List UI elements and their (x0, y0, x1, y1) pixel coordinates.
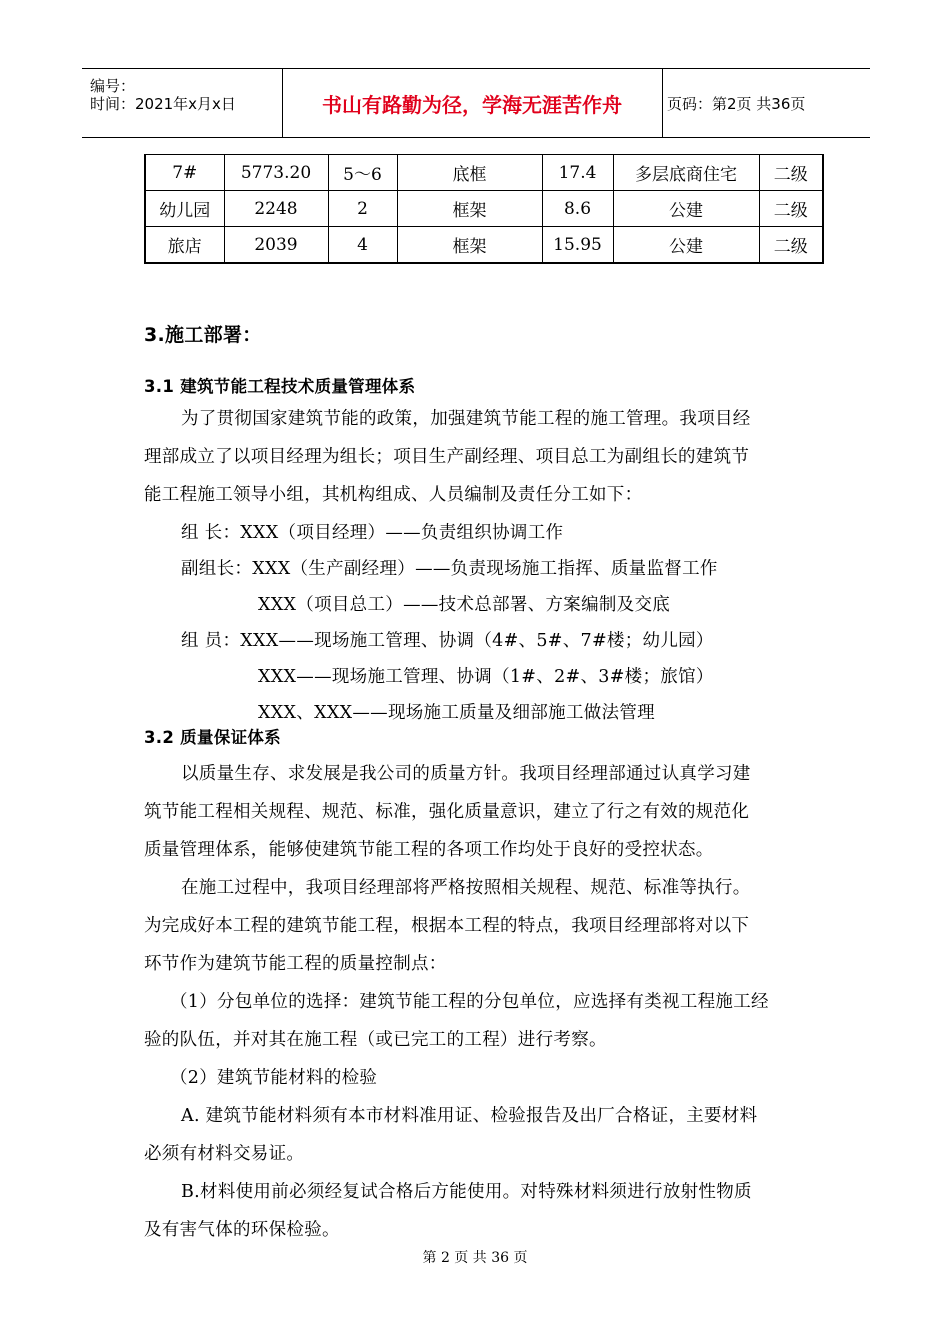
paragraph-line: 为了贯彻国家建筑节能的政策，加强建筑节能工程的施工管理。我项目经 (181, 409, 751, 429)
table-cell: 15.95 (542, 227, 613, 264)
paragraph-line: （1）分包单位的选择：建筑节能工程的分包单位，应选择有类视工程施工经 (170, 992, 769, 1012)
document-number: 编号： (90, 77, 136, 95)
paragraph-line: 为完成好本工程的建筑节能工程，根据本工程的特点，我项目经理部将对以下 (144, 916, 750, 936)
subsection-heading: 3.1 建筑节能工程技术质量管理体系 (144, 377, 416, 396)
header-page-info: 页码：第2页 共36页 (667, 94, 806, 113)
page-footer: 第 2 页 共 36 页 (422, 1250, 528, 1266)
table-cell: 旅店 (145, 227, 224, 264)
table-row (145, 191, 823, 227)
table-cell: 框架 (397, 227, 542, 264)
paragraph-line: 理部成立了以项目经理为组长；项目生产副经理、项目总工为副组长的建筑节 (144, 447, 750, 467)
page-header (82, 68, 870, 138)
document-date: 时间：2021年x月x日 (90, 95, 236, 113)
paragraph-line: B.材料使用前必须经复试合格后方能使用。对特殊材料须进行放射性物质 (181, 1182, 752, 1202)
org-line: 组 员：XXX——现场施工管理、协调（4#、5#、7#楼；幼儿园） (181, 631, 714, 651)
table-cell: 幼儿园 (145, 191, 224, 227)
table-cell: 7# (145, 155, 224, 191)
table-cell: 2039 (224, 227, 328, 264)
org-line: XXX（项目总工）——技术总部署、方案编制及交底 (258, 595, 671, 615)
table-cell: 17.4 (542, 155, 613, 191)
table-cell: 公建 (613, 191, 759, 227)
table-cell: 二级 (759, 191, 823, 227)
table-cell: 底框 (397, 155, 542, 191)
header-motto: 书山有路勤为径，学海无涯苦作舟 (282, 69, 663, 137)
org-line: 副组长：XXX（生产副经理）——负责现场施工指挥、质量监督工作 (181, 559, 718, 579)
table-cell: 框架 (397, 191, 542, 227)
paragraph-line: 以质量生存、求发展是我公司的质量方针。我项目经理部通过认真学习建 (181, 764, 751, 784)
table-cell: 二级 (759, 155, 823, 191)
table-cell: 5773.20 (224, 155, 328, 191)
table-row (145, 227, 823, 264)
paragraph-line: 在施工过程中，我项目经理部将严格按照相关规程、规范、标准等执行。 (181, 878, 751, 898)
paragraph-line: 质量管理体系，能够使建筑节能工程的各项工作均处于良好的受控状态。 (144, 840, 714, 860)
table-cell: 5～6 (328, 155, 397, 191)
table-cell: 4 (328, 227, 397, 264)
org-line: XXX——现场施工管理、协调（1#、2#、3#楼；旅馆） (258, 667, 714, 687)
paragraph-line: A. 建筑节能材料须有本市材料准用证、检验报告及出厂合格证，主要材料 (181, 1106, 758, 1126)
table-cell: 2 (328, 191, 397, 227)
paragraph-line: 及有害气体的环保检验。 (144, 1220, 340, 1240)
table-cell: 二级 (759, 227, 823, 264)
paragraph-line: 环节作为建筑节能工程的质量控制点： (144, 954, 447, 974)
paragraph-line: 筑节能工程相关规程、规范、标准，强化质量意识，建立了行之有效的规范化 (144, 802, 750, 822)
paragraph-line: （2）建筑节能材料的检验 (170, 1068, 378, 1088)
table-cell: 公建 (613, 227, 759, 264)
table-row (145, 155, 823, 191)
building-table (144, 154, 824, 264)
table-cell: 多层底商住宅 (613, 155, 759, 191)
subsection-heading: 3.2 质量保证体系 (144, 728, 281, 747)
paragraph-line: 验的队伍，并对其在施工程（或已完工的工程）进行考察。 (144, 1030, 607, 1050)
org-line: XXX、XXX——现场施工质量及细部施工做法管理 (258, 703, 655, 723)
table-cell: 8.6 (542, 191, 613, 227)
table-cell: 2248 (224, 191, 328, 227)
section-heading: 3.施工部署： (144, 324, 262, 346)
org-line: 组 长：XXX（项目经理）——负责组织协调工作 (181, 523, 564, 543)
header-meta (82, 69, 283, 137)
paragraph-line: 能工程施工领导小组，其机构组成、人员编制及责任分工如下： (144, 485, 643, 505)
paragraph-line: 必须有材料交易证。 (144, 1144, 305, 1164)
